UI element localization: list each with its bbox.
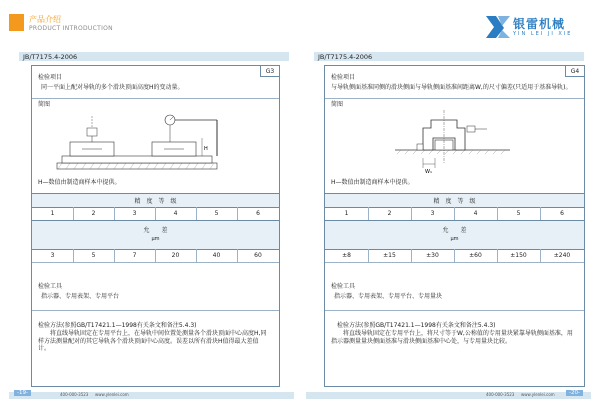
right-tools-text: 指示器、专用表架、专用平台、专用量块 bbox=[334, 293, 443, 300]
left-diagram bbox=[52, 108, 242, 178]
left-diagram-label: 简图 bbox=[38, 101, 51, 108]
tolerance-value: 3 bbox=[50, 252, 55, 259]
grade: 5 bbox=[516, 210, 521, 217]
tolerance-value: ±30 bbox=[426, 252, 439, 259]
right-standard: JB/T7175.4-2006 bbox=[318, 53, 373, 61]
grade: 6 bbox=[256, 210, 260, 217]
right-method-text: 将直线导轨固定在专用平台上，将尺寸等于W,公称值的专用量块紧靠导轨侧面基准，用指示器测量量块侧面基准与滑块侧面基准中心处，与专用量块比较。 bbox=[331, 330, 573, 345]
header-title-cn: 产品介绍 bbox=[29, 15, 61, 24]
right-diagram-label: 简图 bbox=[331, 101, 344, 108]
right-precision-label: 精 度 等 级 bbox=[433, 197, 476, 205]
left-item-text: 同一平面上配对导轨的多个滑块顶面高度H的变动量。 bbox=[41, 84, 184, 91]
left-code: G3 bbox=[260, 66, 279, 77]
tolerance-value: 40 bbox=[212, 252, 221, 259]
left-page-num: -19- bbox=[14, 390, 31, 396]
grade: 6 bbox=[560, 210, 564, 217]
svg-text:W₁: W₁ bbox=[425, 169, 432, 175]
tolerance-value: ±240 bbox=[553, 252, 571, 259]
brand-logo-icon bbox=[486, 16, 510, 38]
header-orange-square bbox=[9, 14, 24, 31]
tolerance-value: 60 bbox=[254, 252, 262, 259]
left-method-text: 将直线导轨固定在专用平台上，在导轨中间位置处测量各个滑块顶面中心高度H,同样方法测量配对的其它导轨各个滑块顶面中心高度。误差以所有滑块H值得最大差值计。 bbox=[38, 330, 267, 352]
left-phone: 400-000-3523 bbox=[60, 392, 89, 397]
left-method-title: 检验方法(参照GB/T17421.1—1998有关条文和备注5.4.3) bbox=[38, 322, 197, 329]
right-item-label: 检验项目 bbox=[331, 74, 356, 81]
left-tolerance-label: 允 差 bbox=[143, 226, 168, 234]
tolerance-value: ±150 bbox=[510, 252, 527, 259]
grade: 2 bbox=[387, 210, 392, 217]
grade: 3 bbox=[430, 210, 435, 217]
tolerance-value: 7 bbox=[132, 252, 137, 259]
right-unit: μm bbox=[450, 236, 459, 242]
right-tolerance-label: 允 差 bbox=[442, 226, 467, 234]
brand-name: 银雷机械 bbox=[513, 17, 566, 31]
left-tools-label: 检验工具 bbox=[38, 283, 63, 290]
left-table bbox=[31, 65, 280, 387]
header-title-en: PRODUCT INTRODUCTION bbox=[29, 25, 113, 32]
tolerance-value: ±8 bbox=[342, 252, 351, 259]
right-tools-label: 检验工具 bbox=[331, 283, 356, 290]
right-item-text: 与导轨侧面基准同侧的滑块侧面与导轨侧面基准间距离W,的尺寸偏差(只适用于基准导轨)。 bbox=[331, 84, 572, 91]
left-footer-bar bbox=[9, 392, 294, 399]
grade: 1 bbox=[50, 210, 55, 217]
right-phone: 400-000-3523 bbox=[486, 392, 515, 397]
tolerance-value: 5 bbox=[91, 252, 96, 259]
right-table bbox=[324, 65, 585, 387]
svg-text:H: H bbox=[204, 146, 208, 152]
grade: 4 bbox=[173, 210, 178, 217]
tolerance-value: ±60 bbox=[469, 252, 482, 259]
left-standard: JB/T7175.4-2006 bbox=[23, 53, 78, 61]
tolerance-value: ±15 bbox=[383, 252, 396, 259]
grade: 2 bbox=[91, 210, 96, 217]
grade: 5 bbox=[214, 210, 219, 217]
left-tools-text: 指示器、专用表架、专用平台 bbox=[41, 293, 120, 300]
brand-pinyin: YIN LEI JI XIE bbox=[513, 31, 573, 37]
right-diagram bbox=[395, 106, 515, 178]
right-website: www.ylenlei.com bbox=[521, 392, 555, 397]
left-website: www.ylenlei.com bbox=[95, 392, 129, 397]
grade: 3 bbox=[132, 210, 137, 217]
right-page-num: -20- bbox=[566, 390, 583, 396]
left-note: H—数值由制造商样本中提供。 bbox=[38, 179, 121, 186]
left-item-label: 检验项目 bbox=[38, 74, 63, 81]
right-code: G4 bbox=[565, 66, 584, 77]
grade: 1 bbox=[344, 210, 349, 217]
tolerance-value: 20 bbox=[171, 252, 180, 259]
left-precision-label: 精 度 等 级 bbox=[134, 197, 177, 205]
right-note: H—数值由制造商样本中提供。 bbox=[331, 179, 414, 186]
grade: 4 bbox=[473, 210, 478, 217]
right-method-title: 检验方法(参照GB/T17421.1—1998有关条文和备注5.4.3) bbox=[337, 322, 496, 329]
left-unit: μm bbox=[151, 236, 160, 242]
